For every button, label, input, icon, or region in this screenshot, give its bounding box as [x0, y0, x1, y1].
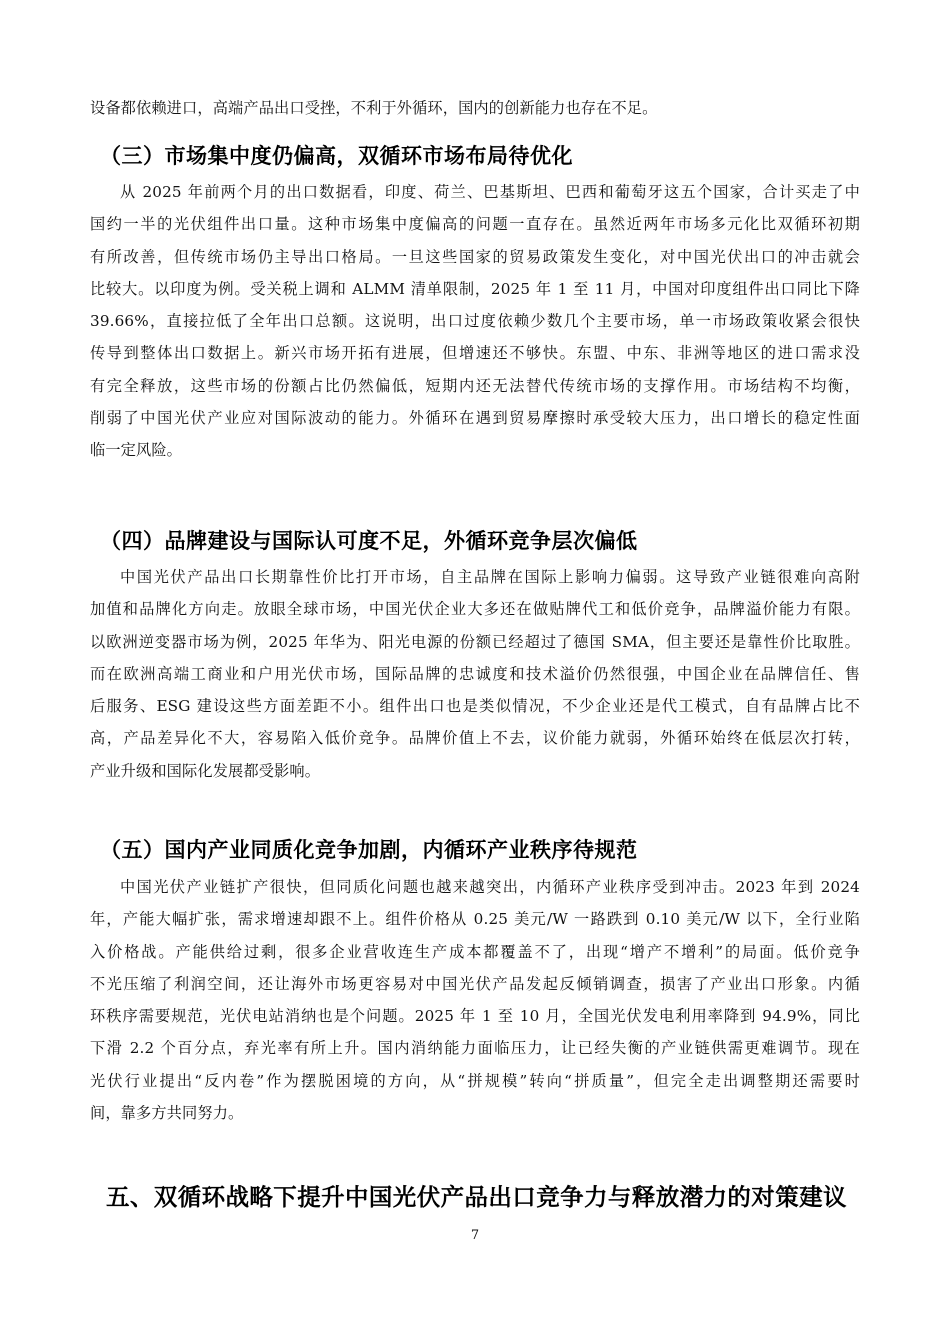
paragraph-line: 而在欧洲高端工商业和户用光伏市场，国际品牌的忠诚度和技术溢价仍然很强，中国企业在品牌信任、售 — [90, 664, 860, 683]
paragraph-line: 中国光伏产品出口长期靠性价比打开市场，自主品牌在国际上影响力偏弱。这导致产业链很难向高附 — [120, 568, 860, 586]
section-heading-3: （三）市场集中度仍偏高，双循环市场布局待优化 — [100, 144, 573, 168]
paragraph-line: 入价格战。产能供给过剩，很多企业营收连生产成本都覆盖不了，出现“增产不增利”的局面。低价竞争 — [90, 942, 860, 961]
paragraph-line: 比较大。以印度为例。受关税上调和 ALMM 清单限制，2025 年 1 至 11 月，中国对印度组件出口同比下降 — [90, 279, 860, 298]
paragraph-line: 年，产能大幅扩张，需求增速却跟不上。组件价格从 0.25 美元/W 一路跌到 0.10 美元/W 以下，全行业陷 — [90, 910, 860, 929]
chapter-heading: 五、双循环战略下提升中国光伏产品出口竞争力与释放潜力的对策建议 — [106, 1183, 847, 1211]
paragraph-line: 中国光伏产业链扩产很快，但同质化问题也越来越突出，内循环产业秩序受到冲击。2023 年到 2024 — [120, 878, 860, 896]
paragraph-intro — [90, 92, 860, 124]
paragraph-line: 临一定风险。 — [90, 441, 183, 460]
paragraph-line: 光伏行业提出“反内卷”作为摆脱困境的方向，从“拼规模”转向“拼质量”，但完全走出调整期还需要时 — [90, 1071, 860, 1090]
page-number: 7 — [470, 1228, 480, 1243]
section-heading-4: （四）品牌建设与国际认可度不足，外循环竞争层次偏低 — [100, 529, 638, 553]
paragraph-line: 传导到整体出口数据上。新兴市场开拓有进展，但增速还不够快。东盟、中东、非洲等地区的进口需求没 — [90, 344, 860, 363]
paragraph-line: 从 2025 年前两个月的出口数据看，印度、荷兰、巴基斯坦、巴西和葡萄牙这五个国家，合计买走了中 — [120, 183, 860, 201]
paragraph-line: 设备都依赖进口，高端产品出口受挫，不利于外循环，国内的创新能力也存在不足。 — [90, 99, 658, 117]
paragraph-line: 产业升级和国际化发展都受影响。 — [90, 761, 321, 780]
paragraph-line: 不光压缩了利润空间，还让海外市场更容易对中国光伏产品发起反倾销调查，损害了产业出口形象。内循 — [90, 974, 860, 993]
paragraph-line: 加值和品牌化方向走。放眼全球市场，中国光伏企业大多还在做贴牌代工和低价竞争，品牌溢价能力有限。 — [90, 600, 860, 619]
section-3-paragraph — [90, 176, 860, 467]
paragraph-line: 后服务、ESG 建设这些方面差距不小。组件出口也是类似情况，不少企业还是代工模式，自有品牌占比不 — [90, 697, 860, 716]
paragraph-line: 高，产品差异化不大，容易陷入低价竞争。品牌价值上不去，议价能力就弱，外循环始终在低层次打转， — [90, 729, 860, 748]
section-heading-5: （五）国内产业同质化竞争加剧，内循环产业秩序待规范 — [100, 838, 638, 862]
paragraph-line: 国约一半的光伏组件出口量。这种市场集中度偏高的问题一直存在。虽然近两年市场多元化比双循环初期 — [90, 215, 860, 234]
paragraph-line: 环秩序需要规范，光伏电站消纳也是个问题。2025 年 1 至 10 月，全国光伏发电利用率降到 94.9%，同比 — [90, 1007, 860, 1026]
paragraph-line: 39.66%，直接拉低了全年出口总额。这说明，出口过度依赖少数几个主要市场，单一市场政策收紧会很快 — [90, 312, 860, 331]
paragraph-line: 有完全释放，这些市场的份额占比仍然偏低，短期内还无法替代传统市场的支撑作用。市场结构不均衡， — [90, 376, 860, 395]
paragraph-line: 间，靠多方共同努力。 — [90, 1104, 244, 1123]
paragraph-line: 有所改善，但传统市场仍主导出口格局。一旦这些国家的贸易政策发生变化，对中国光伏出口的冲击就会 — [90, 247, 860, 266]
paragraph-line: 削弱了中国光伏产业应对国际波动的能力。外循环在遇到贸易摩擦时承受较大压力，出口增长的稳定性面 — [90, 409, 860, 428]
paragraph-line: 以欧洲逆变器市场为例，2025 年华为、阳光电源的份额已经超过了德国 SMA，但主要还是靠性价比取胜。 — [90, 632, 860, 651]
section-5-paragraph — [90, 871, 860, 1129]
paragraph-line: 下滑 2.2 个百分点，弃光率有所上升。国内消纳能力面临压力，让已经失衡的产业链供需更难调节。现在 — [90, 1039, 860, 1058]
section-4-paragraph — [90, 561, 860, 787]
